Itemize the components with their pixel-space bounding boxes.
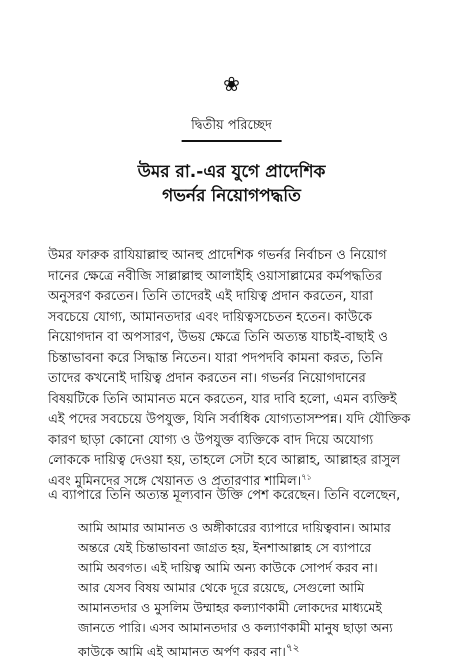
quote-last-line-text: কাউকে আমি এই আমানত অর্পণ করব না। [78, 644, 286, 660]
quote-line: আমি আমার আমানত ও অঙ্গীকারের ব্যাপারে দায়িত্ববান। আমার [78, 520, 391, 535]
chapter-title [0, 160, 463, 208]
paragraph-line: চিন্তাভাবনা করে সিদ্ধান্ত নিতেন। যারা পদপদবি কামনা করত, তিনি [48, 350, 383, 366]
quote-last-line [78, 638, 412, 662]
block-quote [78, 518, 412, 662]
paragraph-1 [48, 246, 412, 492]
quote-line: আর যেসব বিষয় আমার থেকে দূরে রয়েছে, সেগুলো আমি [78, 580, 365, 595]
quote-line: অন্তরে যেই চিন্তাভাবনা জাগ্রত হয়, ইনশাআল্লাহ সে ব্যাপারে [78, 540, 372, 555]
quote-line: আমানতদার ও মুসলিম উম্মাহর কল্যাণকামী লোকদের মাধ্যমেই [78, 600, 382, 615]
paragraph-line: এ ব্যাপারে তিনি অত্যন্ত মূল্যবান উক্তি পেশ করেছেন। তিনি বলেছেন, [48, 488, 401, 503]
paragraph-line: লোককে দায়িত্ব দেওয়া হয়, তাহলে সেটা হবে আল্লাহ, আল্লাহর রাসুল [48, 453, 401, 468]
quote-line: জানতে পারি। এসব আমানতদার ও কল্যাণকামী মানুষ ছাড়া অন্য [78, 620, 393, 635]
flower-ornament-icon: ❀ [223, 72, 240, 96]
paragraph-2 [48, 486, 412, 507]
title-line-1: উমর রা.-এর যুগে প্রাদেশিক [137, 162, 326, 182]
footnote-marker: ৭২ [285, 642, 300, 654]
paragraph-line: অনুসরণ করতেন। তিনি তাদেরই এই দায়িত্ব প্রদান করতেন, যারা [48, 289, 373, 304]
paragraph-line: নিয়োগদান বা অপসারণ, উভয় ক্ষেত্রে তিনি অত্যন্ত যাচাই-বাছাই ও [48, 330, 388, 345]
paragraph-line: বিষয়টিকে তিনি আমানত মনে করতেন, যার দাবি হলো, এমন ব্যক্তিই [48, 391, 397, 407]
paragraph-last-line-text: এবং মুমিনদের সঙ্গে খেয়ানত ও প্রতারণার শামিল। [48, 473, 302, 489]
paragraph-line: তাদের কখনোই দায়িত্ব প্রদান করতেন না। গভর্নর নিয়োগদানের [48, 371, 366, 386]
paragraph-line: কারণ ছাড়া কোনো যোগ্য ও উপযুক্ত ব্যক্তিকে বাদ দিয়ে অযোগ্য [48, 432, 374, 448]
footnote-marker: ৭১ [301, 472, 312, 482]
paragraph-line: উমর ফারুক রাযিয়াল্লাহু আনহু প্রাদেশিক গভর্নর নির্বাচন ও নিয়োগ [48, 248, 387, 263]
paragraph-line: দানের ক্ষেত্রে নবীজি সাল্লাল্লাহু আলাইহি ওয়াসাল্লামের কর্মপদ্ধতির [48, 268, 383, 284]
chapter-label: দ্বিতীয় পরিচ্ছেদ [181, 112, 282, 142]
title-line-2: গভর্নর নিয়োগপদ্ধতি [162, 186, 301, 206]
paragraph-line: সবচেয়ে যোগ্য, আমানতদার এবং দায়িত্বসচেতন হতেন। কাউকে [48, 309, 372, 325]
quote-line: আমি অবগত। এই দায়িত্ব আমি অন্য কাউকে সোপর্দ করব না। [78, 560, 378, 575]
paragraph-line: এই পদের সবচেয়ে উপযুক্ত, যিনি সর্বাধিক যোগ্যতাসম্পন্ন। যদি যৌক্তিক [48, 412, 411, 427]
